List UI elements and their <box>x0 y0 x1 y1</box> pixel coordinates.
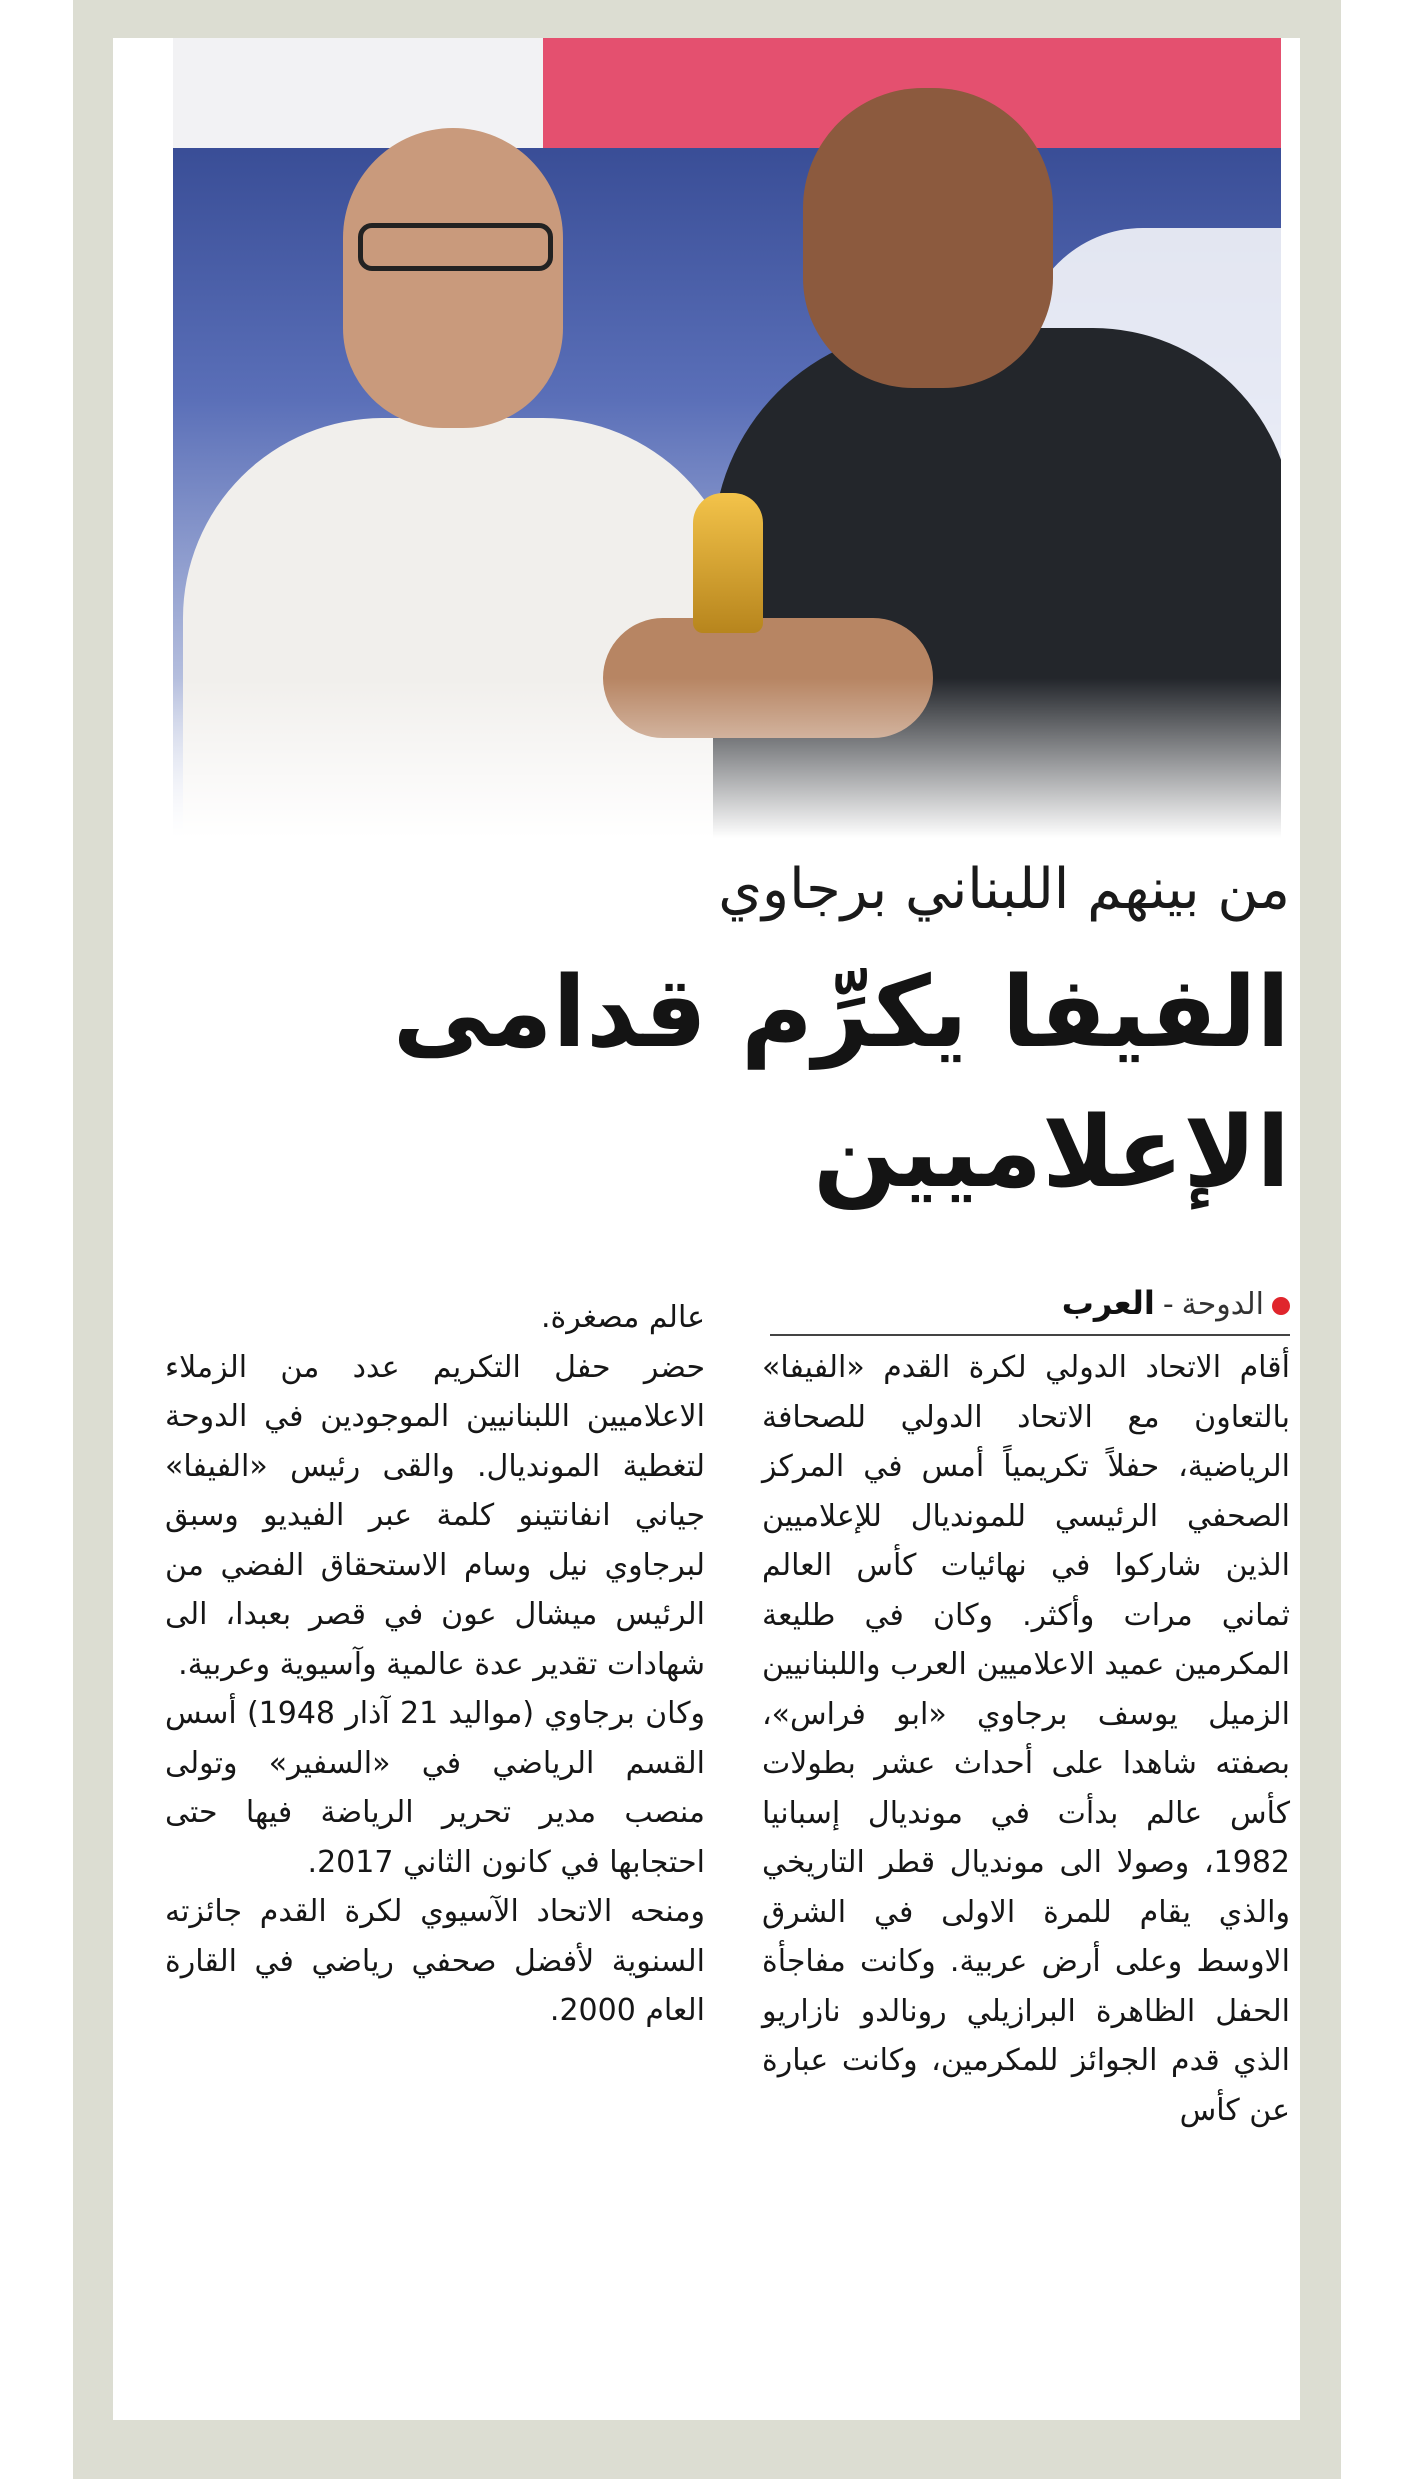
red-dot-icon <box>1272 1297 1290 1315</box>
photo-glasses <box>358 223 553 271</box>
photo-person-left-head <box>343 128 563 428</box>
headline-title-line2: الإعلاميين <box>813 1096 1290 1210</box>
article-paragraph: عالم مصغرة. <box>540 1300 705 1335</box>
photo-backdrop-white <box>173 38 543 148</box>
trophy-icon <box>693 493 763 633</box>
article-photo <box>173 38 1281 838</box>
dateline-divider <box>770 1334 1290 1336</box>
brand-logo: العرب <box>1061 1284 1155 1322</box>
article-paragraph: حضر حفل التكريم عدد من الزملاء الاعلاميين اللبنانيين الموجودين في الدوحة لتغطية المونديال. والقى رئيس «الفيفا» جياني انفانتينو كلمة عبر الفيديو وسبق لبرجاوي نيل وسام الاستحقاق الفضي من الرئيس ميشال عون في قصر بعبدا، الى شهادات تقدير عدة عالمية وآسيوية وعربية. <box>165 1349 705 1682</box>
headline-title-line1: الفيفا يكرِّم قدامى <box>392 956 1290 1070</box>
dateline <box>770 1278 1290 1328</box>
dateline-city: الدوحة <box>1181 1287 1264 1322</box>
article-column-right <box>762 1343 1290 2135</box>
dateline-separator: - <box>1162 1287 1174 1322</box>
newspaper-page <box>113 38 1300 2420</box>
photo-fade <box>173 678 1281 838</box>
headline-title <box>140 943 1290 1223</box>
article-paragraph: ومنحه الاتحاد الآسيوي لكرة القدم جائزته السنوية لأفضل صحفي رياضي في القارة العام 2000. <box>165 1894 705 2028</box>
headline-kicker: من بينهم اللبناني برجاوي <box>718 857 1290 922</box>
article-column-left <box>165 1293 705 2036</box>
photo-person-right-head <box>803 88 1053 388</box>
article-paragraph: أقام الاتحاد الدولي لكرة القدم «الفيفا» بالتعاون مع الاتحاد الدولي للصحافة الرياضية، حفلاً تكريمياً أمس في المركز الصحفي الرئيسي للمونديال للإعلاميين الذين شاركوا في نهائيات كأس العالم ثماني مرات وأكثر. وكان في طليعة المكرمين عميد الاعلاميين العرب واللبنانيين الزميل يوسف برجاوي «ابو فراس»، بصفته شاهدا على أحداث عشر بطولات كأس عالم بدأت في مونديال إسبانيا 1982، وصولا الى مونديال قطر التاريخي والذي يقام للمرة الاولى في الشرق الاوسط وعلى أرض عربية. وكانت مفاجأة الحفل الظاهرة البرازيلي رونالدو نازاريو الذي قدم الجوائز للمكرمين، وكانت عبارة عن كأس <box>762 1350 1290 2128</box>
article-paragraph: وكان برجاوي (مواليد 21 آذار 1948) أسس القسم الرياضي في «السفير» وتولى منصب مدير تحرير الرياضة فيها حتى احتجابها في كانون الثاني 2017. <box>165 1696 706 1880</box>
